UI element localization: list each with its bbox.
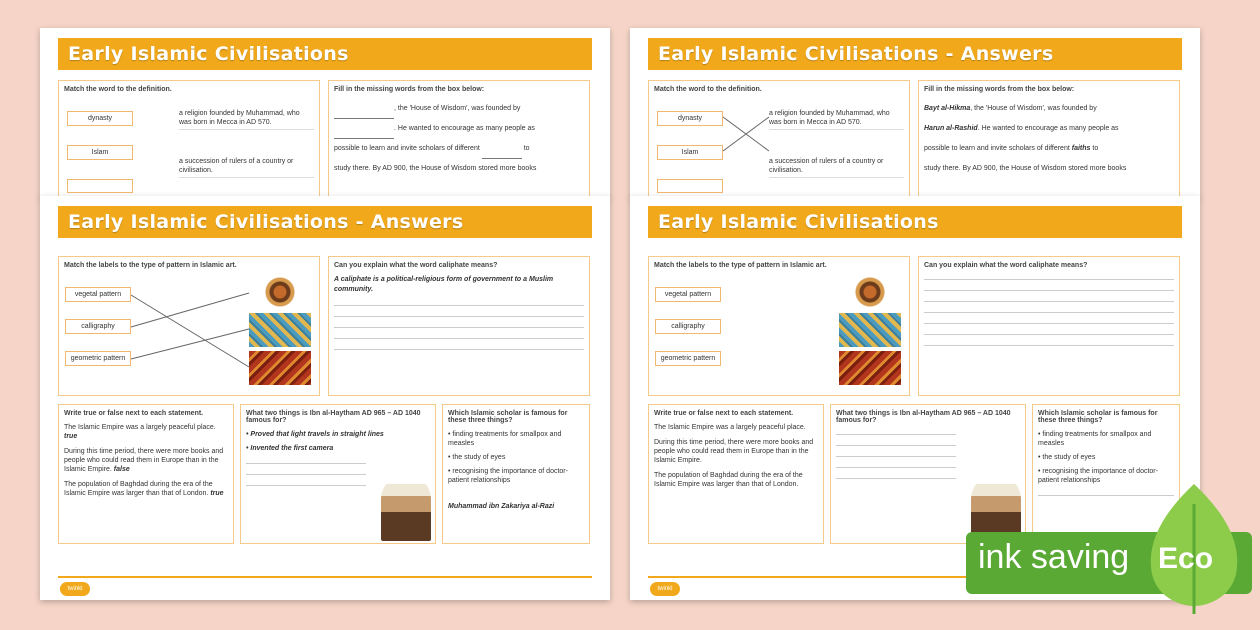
ink-saving-text: ink saving	[978, 538, 1130, 576]
pattern-match-panel	[648, 256, 910, 396]
true-false-panel	[648, 404, 824, 544]
definition: a succession of rulers of a country or civilisation.	[179, 157, 314, 178]
pattern-label: geometric pattern	[655, 351, 721, 366]
fill-text: Bayt al-Hikma, the 'House of Wisdom', was founded by Harun al-Rashid. He wanted to encourage as many people as possible to learn and invite scholars of different faiths to study there. By AD 900, the House of Wisdom stored more books	[924, 105, 1127, 172]
fill-panel	[918, 80, 1180, 198]
pattern-match-panel	[58, 256, 320, 396]
geometric-pattern-image	[839, 351, 901, 385]
caliphate-question: Can you explain what the word caliphate means?	[924, 262, 1088, 269]
ibn-question: What two things is Ibn al-Haytham AD 965 – AD 1040 famous for?	[246, 410, 421, 424]
definition: a religion founded by Muhammad, who was born in Mecca in AD 570.	[769, 109, 904, 130]
match-instruction: Match the word to the definition.	[64, 86, 172, 93]
geometric-pattern-image	[249, 351, 311, 385]
true-false-instruction: Write true or false next to each statement.	[654, 410, 794, 417]
pattern-label: vegetal pattern	[655, 287, 721, 302]
match-panel	[648, 80, 910, 198]
scholar-item: • the study of eyes	[1038, 454, 1096, 461]
brand-logo: twinkl	[650, 582, 680, 596]
true-false-panel	[58, 404, 234, 544]
definition: a religion founded by Muhammad, who was born in Mecca in AD 570.	[179, 109, 314, 130]
scholar-item: • recognising the importance of doctor-patient relationships	[448, 468, 568, 484]
word-box: dynasty	[657, 111, 723, 126]
statement: The population of Baghdad during the era of the Islamic Empire was larger than that of London.	[654, 472, 803, 488]
fill-panel	[328, 80, 590, 198]
worksheet-title: Early Islamic Civilisations	[58, 38, 592, 70]
fill-instruction: Fill in the missing words from the box below:	[334, 86, 485, 93]
caliphate-answer: A caliphate is a political-religious form of government to a Muslim community.	[334, 276, 554, 293]
caliphate-question: Can you explain what the word caliphate means?	[334, 262, 498, 269]
word-box	[67, 179, 133, 193]
word-box: Islam	[657, 145, 723, 160]
match-panel	[58, 80, 320, 198]
scholar-item: • finding treatments for smallpox and measles	[448, 431, 562, 447]
pattern-label: geometric pattern	[65, 351, 131, 366]
scholar-item: • finding treatments for smallpox and measles	[1038, 431, 1152, 447]
fill-instruction: Fill in the missing words from the box below:	[924, 86, 1075, 93]
word-box: dynasty	[67, 111, 133, 126]
pattern-label: vegetal pattern	[65, 287, 131, 302]
scholar-panel	[442, 404, 590, 544]
caliphate-panel	[918, 256, 1180, 396]
worksheet-top-right	[630, 28, 1200, 198]
worksheet-title: Early Islamic Civilisations - Answers	[58, 206, 592, 238]
scholar-question: Which Islamic scholar is famous for these three things?	[448, 410, 568, 424]
scholar-item: • recognising the importance of doctor-patient relationships	[1038, 468, 1158, 484]
statement: The Islamic Empire was a largely peaceful place.	[654, 424, 806, 431]
statement: The Islamic Empire was a largely peaceful place. true	[64, 424, 216, 440]
pattern-label: calligraphy	[655, 319, 721, 334]
pattern-instruction: Match the labels to the type of pattern in Islamic art.	[654, 262, 827, 269]
caliphate-panel	[328, 256, 590, 396]
scholar-portrait	[381, 475, 431, 541]
pattern-instruction: Match the labels to the type of pattern in Islamic art.	[64, 262, 237, 269]
scholar-question: Which Islamic scholar is famous for these three things?	[1038, 410, 1158, 424]
vegetal-pattern-image	[249, 275, 311, 309]
eco-label: Eco	[1158, 542, 1214, 575]
word-box: Islam	[67, 145, 133, 160]
word-box	[657, 179, 723, 193]
pattern-label: calligraphy	[65, 319, 131, 334]
statement: The population of Baghdad during the era of the Islamic Empire was larger than that of London. true	[64, 481, 224, 497]
ibn-answer: • Proved that light travels in straight lines	[246, 431, 384, 438]
scholar-item: • the study of eyes	[448, 454, 506, 461]
brand-logo: twinkl	[60, 582, 90, 596]
vegetal-pattern-image	[839, 275, 901, 309]
definition: a succession of rulers of a country or civilisation.	[769, 157, 904, 178]
fill-text: , the 'House of Wisdom', was founded by . He wanted to encourage as many people as possible to learn and invite scholars of different to study there. By AD 900, the House of Wisdom stored more books	[334, 105, 537, 172]
worksheet-title: Early Islamic Civilisations	[648, 206, 1182, 238]
worksheet-bottom-left	[40, 196, 610, 600]
worksheet-title: Early Islamic Civilisations - Answers	[648, 38, 1182, 70]
true-false-instruction: Write true or false next to each statement.	[64, 410, 204, 417]
ibn-question: What two things is Ibn al-Haytham AD 965 – AD 1040 famous for?	[836, 410, 1011, 424]
ibn-panel	[240, 404, 436, 544]
worksheet-top-left	[40, 28, 610, 198]
calligraphy-image	[249, 313, 311, 347]
ibn-answer: • Invented the first camera	[246, 445, 334, 452]
match-instruction: Match the word to the definition.	[654, 86, 762, 93]
calligraphy-image	[839, 313, 901, 347]
statement: During this time period, there were more books and people who could read them in Europe than in the Islamic Empire. false	[64, 448, 224, 473]
statement: During this time period, there were more books and people who could read them in Europe than in the Islamic Empire.	[654, 439, 814, 464]
scholar-answer: Muhammad ibn Zakariya al-Razi	[448, 503, 555, 510]
ibn-panel	[830, 404, 1026, 544]
footer-bar	[58, 576, 592, 578]
